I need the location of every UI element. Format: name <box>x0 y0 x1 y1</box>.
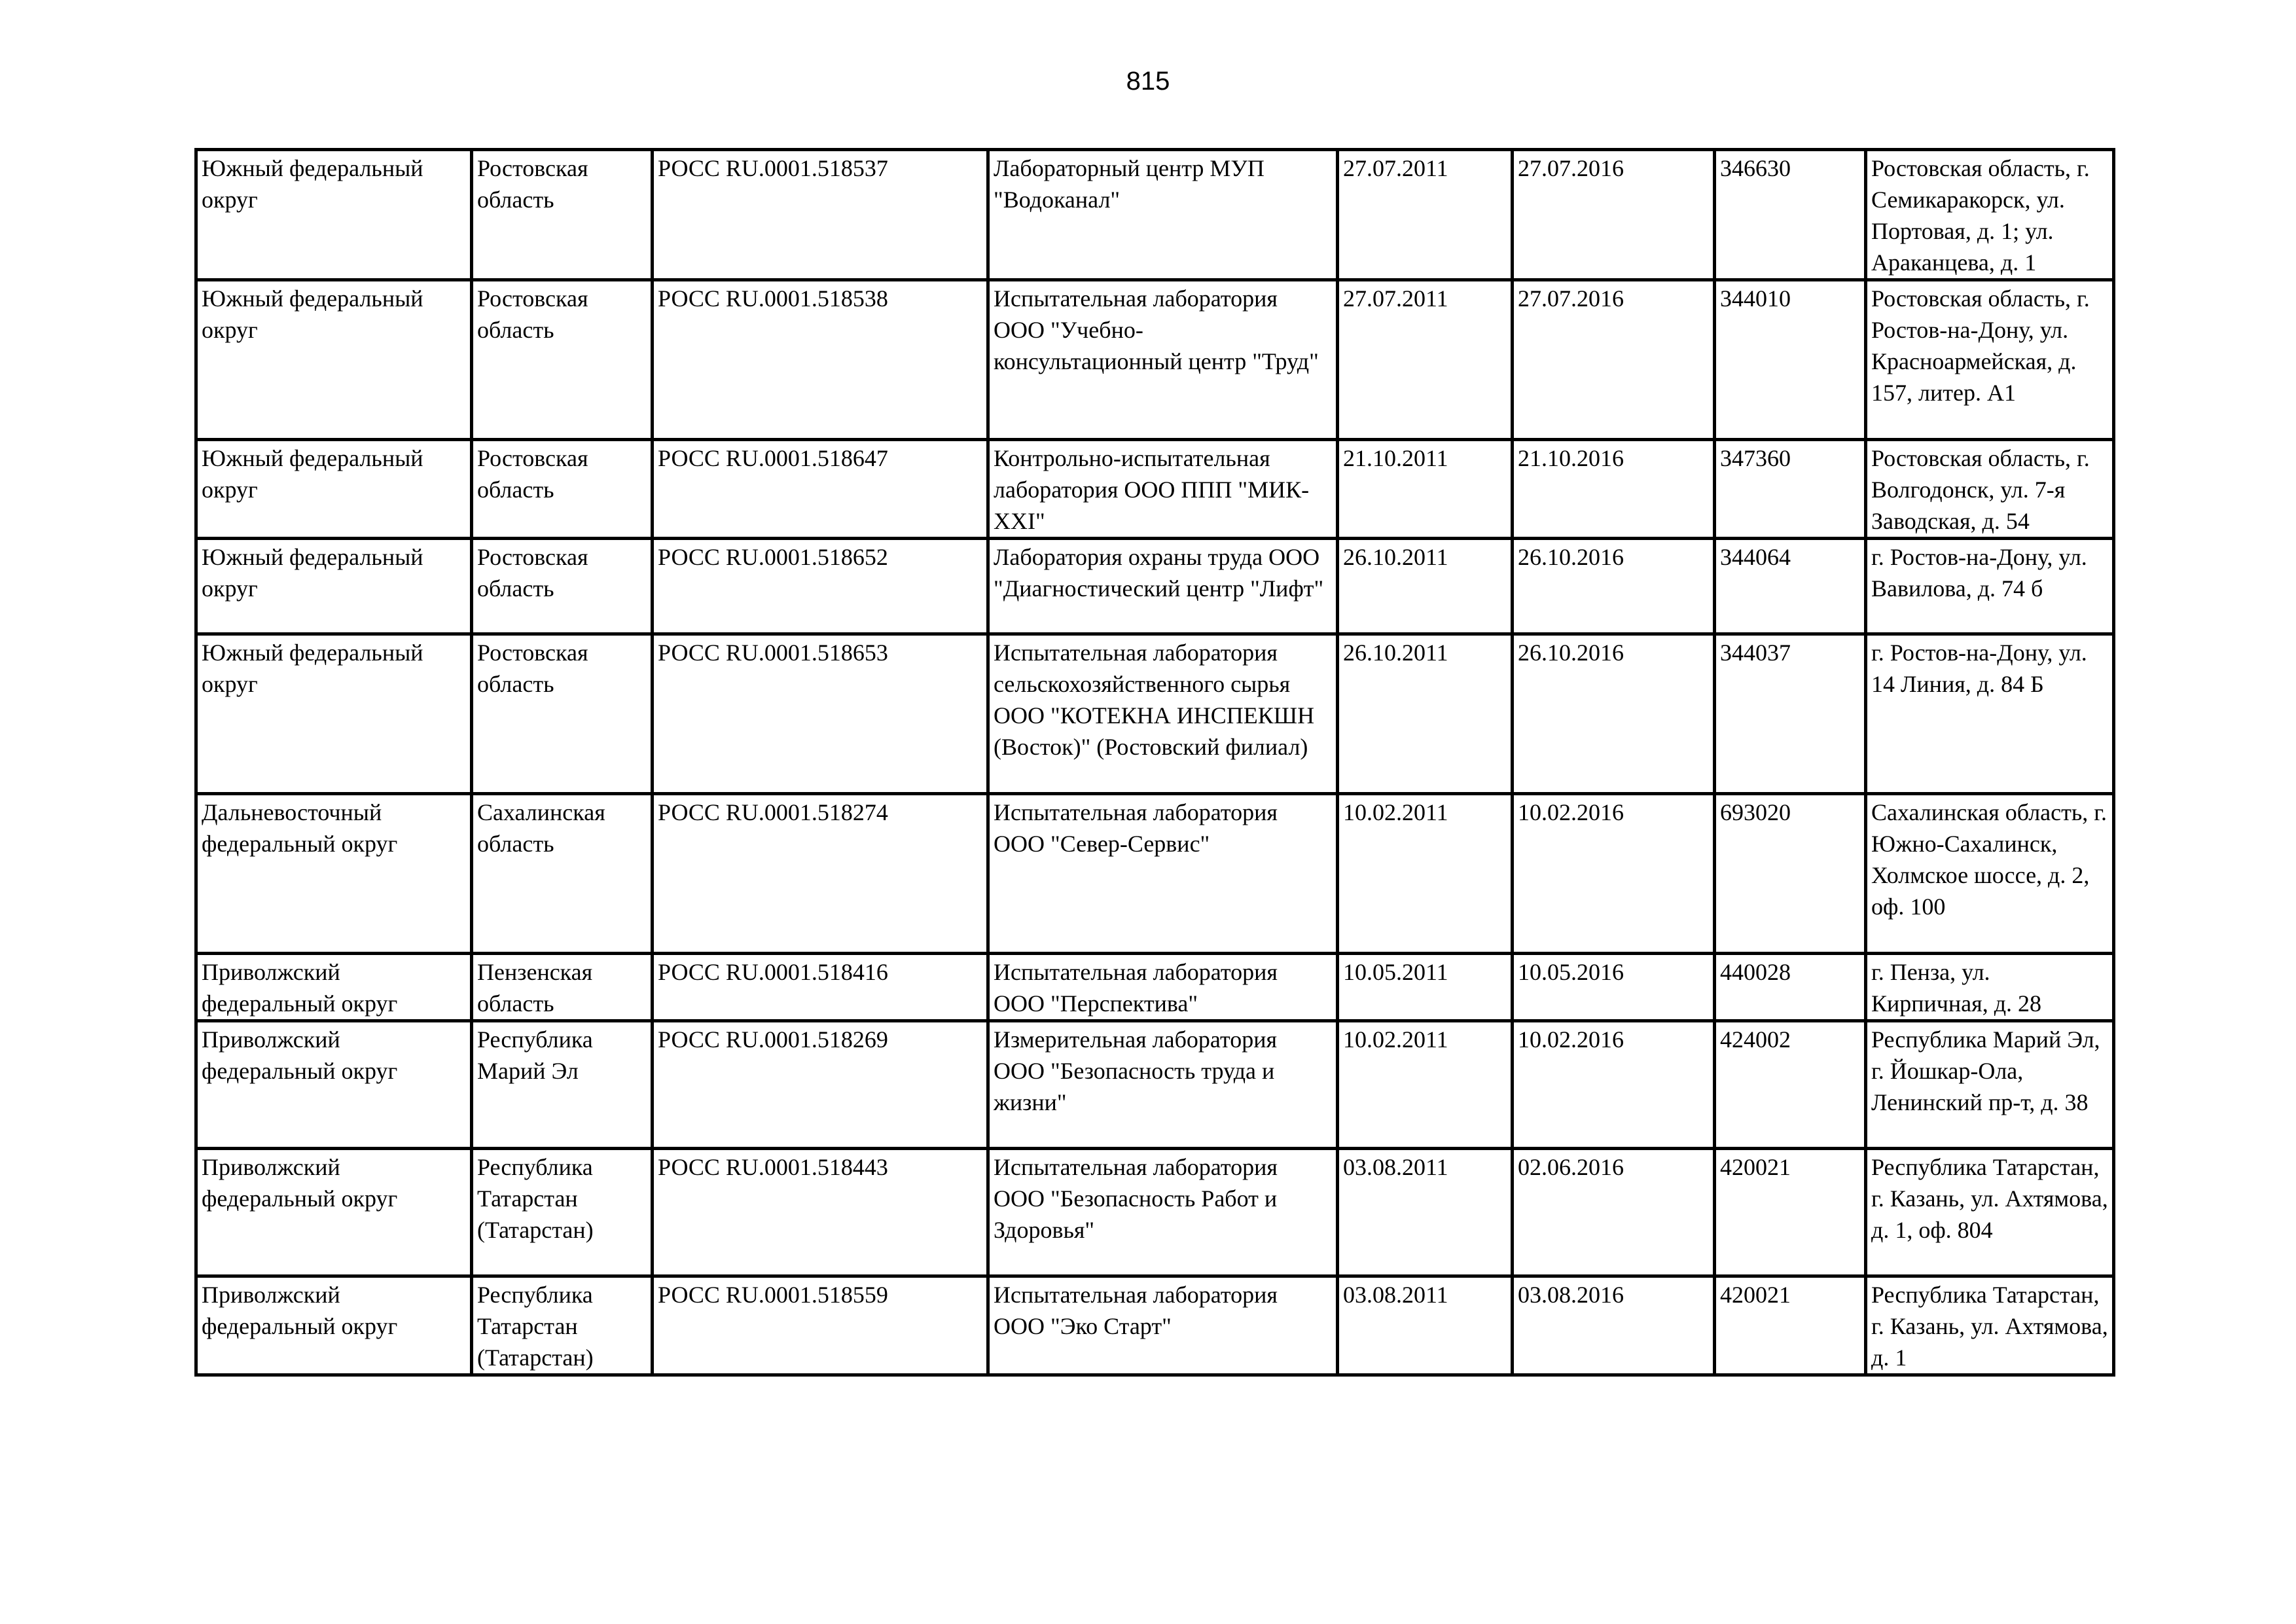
date-from-cell: 26.10.2011 <box>1338 634 1513 794</box>
date-from-cell: 27.07.2011 <box>1338 150 1513 280</box>
table-row <box>196 440 2114 539</box>
date-from-cell: 03.08.2011 <box>1338 1149 1513 1276</box>
date-from-cell: 10.05.2011 <box>1338 954 1513 1021</box>
page-number: 815 <box>1126 67 1170 96</box>
laboratory-name-cell: Испытательная лаборатория ООО "Север-Сервис" <box>988 794 1338 954</box>
certificate-cell: РОСС RU.0001.518647 <box>653 440 988 539</box>
table-row <box>196 1276 2114 1375</box>
certificate-cell: РОСС RU.0001.518653 <box>653 634 988 794</box>
address-cell: Сахалинская область, г. Южно-Сахалинск, Холмское шоссе, д. 2, оф. 100 <box>1866 794 2114 954</box>
region-cell: Ростовская область <box>472 150 653 280</box>
date-from-cell: 10.02.2011 <box>1338 794 1513 954</box>
region-cell: Ростовская область <box>472 539 653 634</box>
region-cell: Сахалинская область <box>472 794 653 954</box>
certificate-cell: РОСС RU.0001.518538 <box>653 280 988 440</box>
postal-index-cell: 347360 <box>1715 440 1866 539</box>
postal-index-cell: 344010 <box>1715 280 1866 440</box>
table-row <box>196 1149 2114 1276</box>
laboratory-name-cell: Испытательная лаборатория ООО "Учебно-консультационный центр "Труд" <box>988 280 1338 440</box>
postal-index-cell: 440028 <box>1715 954 1866 1021</box>
address-cell: Ростовская область, г. Волгодонск, ул. 7-я Заводская, д. 54 <box>1866 440 2114 539</box>
date-to-cell: 27.07.2016 <box>1513 280 1715 440</box>
okrug-cell: Приволжский федеральный округ <box>196 954 472 1021</box>
region-cell: Пензенская область <box>472 954 653 1021</box>
okrug-cell: Приволжский федеральный округ <box>196 1276 472 1375</box>
laboratory-name-cell: Испытательная лаборатория сельскохозяйственного сырья ООО "КОТЕКНА ИНСПЕКШН (Восток)" (Ростовский филиал) <box>988 634 1338 794</box>
laboratory-name-cell: Контрольно-испытательная лаборатория ООО ППП "МИК-XXI" <box>988 440 1338 539</box>
date-to-cell: 26.10.2016 <box>1513 539 1715 634</box>
okrug-cell: Приволжский федеральный округ <box>196 1021 472 1149</box>
region-cell: Республика Марий Эл <box>472 1021 653 1149</box>
laboratory-name-cell: Лаборатория охраны труда ООО "Диагностический центр "Лифт" <box>988 539 1338 634</box>
postal-index-cell: 344064 <box>1715 539 1866 634</box>
laboratory-registry-table <box>194 148 2115 1377</box>
certificate-cell: РОСС RU.0001.518652 <box>653 539 988 634</box>
date-from-cell: 27.07.2011 <box>1338 280 1513 440</box>
table-row <box>196 150 2114 280</box>
postal-index-cell: 693020 <box>1715 794 1866 954</box>
region-cell: Республика Татарстан (Татарстан) <box>472 1276 653 1375</box>
date-from-cell: 10.02.2011 <box>1338 1021 1513 1149</box>
address-cell: г. Ростов-на-Дону, ул. Вавилова, д. 74 б <box>1866 539 2114 634</box>
date-to-cell: 03.08.2016 <box>1513 1276 1715 1375</box>
laboratory-name-cell: Испытательная лаборатория ООО "Перспектива" <box>988 954 1338 1021</box>
address-cell: Ростовская область, г. Семикаракорск, ул. Портовая, д. 1; ул. Араканцева, д. 1 <box>1866 150 2114 280</box>
laboratory-name-cell: Измерительная лаборатория ООО "Безопасность труда и жизни" <box>988 1021 1338 1149</box>
table-row <box>196 1021 2114 1149</box>
postal-index-cell: 346630 <box>1715 150 1866 280</box>
address-cell: Республика Татарстан, г. Казань, ул. Ахтямова, д. 1, оф. 804 <box>1866 1149 2114 1276</box>
region-cell: Республика Татарстан (Татарстан) <box>472 1149 653 1276</box>
certificate-cell: РОСС RU.0001.518269 <box>653 1021 988 1149</box>
postal-index-cell: 420021 <box>1715 1149 1866 1276</box>
okrug-cell: Южный федеральный округ <box>196 150 472 280</box>
laboratory-name-cell: Испытательная лаборатория ООО "Эко Старт" <box>988 1276 1338 1375</box>
okrug-cell: Южный федеральный округ <box>196 539 472 634</box>
table-row <box>196 954 2114 1021</box>
address-cell: Республика Татарстан, г. Казань, ул. Ахтямова, д. 1 <box>1866 1276 2114 1375</box>
date-from-cell: 26.10.2011 <box>1338 539 1513 634</box>
region-cell: Ростовская область <box>472 440 653 539</box>
date-to-cell: 10.02.2016 <box>1513 794 1715 954</box>
okrug-cell: Дальневосточный федеральный округ <box>196 794 472 954</box>
date-to-cell: 10.05.2016 <box>1513 954 1715 1021</box>
address-cell: г. Ростов-на-Дону, ул. 14 Линия, д. 84 Б <box>1866 634 2114 794</box>
postal-index-cell: 344037 <box>1715 634 1866 794</box>
certificate-cell: РОСС RU.0001.518559 <box>653 1276 988 1375</box>
address-cell: Ростовская область, г. Ростов-на-Дону, ул. Красноармейская, д. 157, литер. А1 <box>1866 280 2114 440</box>
okrug-cell: Приволжский федеральный округ <box>196 1149 472 1276</box>
laboratory-name-cell: Испытательная лаборатория ООО "Безопасность Работ и Здоровья" <box>988 1149 1338 1276</box>
certificate-cell: РОСС RU.0001.518537 <box>653 150 988 280</box>
okrug-cell: Южный федеральный округ <box>196 634 472 794</box>
laboratory-name-cell: Лабораторный центр МУП "Водоканал" <box>988 150 1338 280</box>
certificate-cell: РОСС RU.0001.518443 <box>653 1149 988 1276</box>
region-cell: Ростовская область <box>472 280 653 440</box>
date-from-cell: 03.08.2011 <box>1338 1276 1513 1375</box>
date-to-cell: 10.02.2016 <box>1513 1021 1715 1149</box>
okrug-cell: Южный федеральный округ <box>196 280 472 440</box>
table-row <box>196 539 2114 634</box>
date-to-cell: 26.10.2016 <box>1513 634 1715 794</box>
date-to-cell: 02.06.2016 <box>1513 1149 1715 1276</box>
date-to-cell: 27.07.2016 <box>1513 150 1715 280</box>
postal-index-cell: 420021 <box>1715 1276 1866 1375</box>
address-cell: Республика Марий Эл, г. Йошкар-Ола, Ленинский пр-т, д. 38 <box>1866 1021 2114 1149</box>
table-row <box>196 794 2114 954</box>
region-cell: Ростовская область <box>472 634 653 794</box>
certificate-cell: РОСС RU.0001.518416 <box>653 954 988 1021</box>
address-cell: г. Пенза, ул. Кирпичная, д. 28 <box>1866 954 2114 1021</box>
table-row <box>196 280 2114 440</box>
registry-body <box>196 150 2114 1375</box>
date-from-cell: 21.10.2011 <box>1338 440 1513 539</box>
postal-index-cell: 424002 <box>1715 1021 1866 1149</box>
certificate-cell: РОСС RU.0001.518274 <box>653 794 988 954</box>
date-to-cell: 21.10.2016 <box>1513 440 1715 539</box>
okrug-cell: Южный федеральный округ <box>196 440 472 539</box>
table-row <box>196 634 2114 794</box>
